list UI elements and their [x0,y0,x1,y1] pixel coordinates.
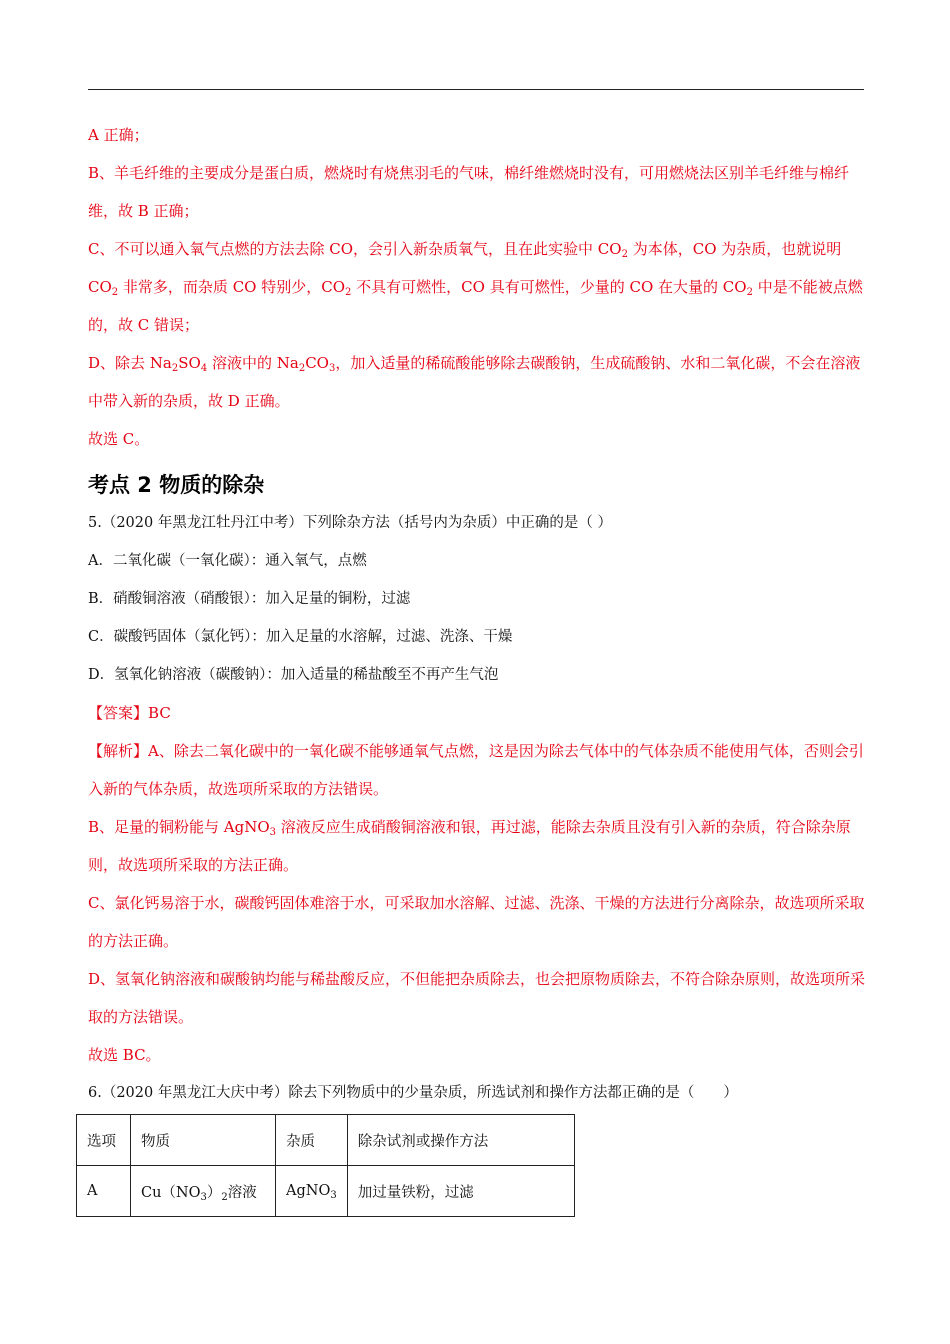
header-rule [88,89,864,90]
prev-answer-a: A 正确； [88,126,149,144]
q5-conclusion: 故选 BC。 [88,1046,161,1064]
answer-tag: 【答案】 [88,704,149,722]
page-content [88,116,866,1217]
prev-answer-b: B、羊毛纤维的主要成分是蛋白质，燃烧时有烧焦羽毛的气味，棉纤维燃烧时没有，可用燃烧法区别羊毛纤维与棉纤维，故 B 正确； [88,164,850,220]
q5-analysis-c: C、氯化钙易溶于水，碳酸钙固体难溶于水，可采取加水溶解、过滤、洗涤、干燥的方法进行分离除杂，故选项所采取的方法正确。 [88,894,865,950]
analysis-tag: 【解析】 [88,742,149,760]
table-header-cell: 物质 [131,1115,276,1166]
table-cell-method: 加过量铁粉，过滤 [347,1166,574,1217]
table-header-cell: 杂质 [276,1115,348,1166]
prev-answer-conclusion: 故选 C。 [88,430,150,448]
q5-stem: 5.（2020 年黑龙江牡丹江中考）下列除杂方法（括号内为杂质）中正确的是（ ） [88,515,612,531]
q5-option-d: D．氢氧化钠溶液（碳酸钠）：加入适量的稀盐酸至不再产生气泡 [88,667,499,683]
prev-answer-d: D、除去 $Na_2SO_4$ 溶液中的 $Na_2CO_3$，加入适量的稀硫酸能够除去碳酸钠，生成硫酸钠、水和二氧化碳，不会在溶液中带入新的杂质，故 D 正确。 [88,354,861,410]
table-cell-impurity: AgNO$_3$ [276,1166,348,1217]
prev-answer-c: C、不可以通入氧气点燃的方法去除 CO，会引入新杂质氧气，且在此实验中 $CO_2$ 为本体，CO 为杂质，也就说明 $CO_2$ 非常多，而杂质 CO 特别少，$CO_2$ 不具有可燃性，CO 具有可燃性，少量的 CO 在大量的 $CO_2$ 中是不能被点燃的，故 C 错误； [88,240,863,334]
table-cell-option: A [77,1166,131,1217]
q5-analysis-d: D、氢氧化钠溶液和碳酸钠均能与稀盐酸反应，不但能把杂质除去，也会把原物质除去，不符合除杂原则，故选项所采取的方法错误。 [88,970,866,1026]
q5-analysis-b: B、足量的铜粉能与 AgNO$_3$ 溶液反应生成硝酸铜溶液和银，再过滤，能除去杂质且没有引入新的杂质，符合除杂原则，故选项所采取的方法正确。 [88,818,851,874]
table-header-cell: 选项 [77,1115,131,1166]
q5-analysis-a: 【解析】A、除去二氧化碳中的一氧化碳不能够通氧气点燃，这是因为除去气体中的气体杂质不能使用气体，否则会引入新的气体杂质，故选项所采取的方法错误。 [88,742,864,798]
table-cell-substance: $Cu(NO_3)_2$溶液 [131,1166,276,1217]
q5-answer: 【答案】BC [88,704,171,722]
table-header-cell: 除杂试剂或操作方法 [347,1115,574,1166]
section-title: 考点 2 物质的除杂 [88,473,265,497]
table-header-row [77,1115,575,1166]
q5-option-b: B．硝酸铜溶液（硝酸银）：加入足量的铜粉，过滤 [88,591,411,607]
table-row [77,1166,575,1217]
q6-stem: 6.（2020 年黑龙江大庆中考）除去下列物质中的少量杂质，所选试剂和操作方法都正确的是（ ） [88,1085,738,1101]
q5-option-c: C．碳酸钙固体（氯化钙）：加入足量的水溶解，过滤、洗涤、干燥 [88,629,513,645]
q5-option-a: A．二氧化碳（一氧化碳）：通入氧气，点燃 [88,553,367,569]
q6-table [76,1114,575,1217]
